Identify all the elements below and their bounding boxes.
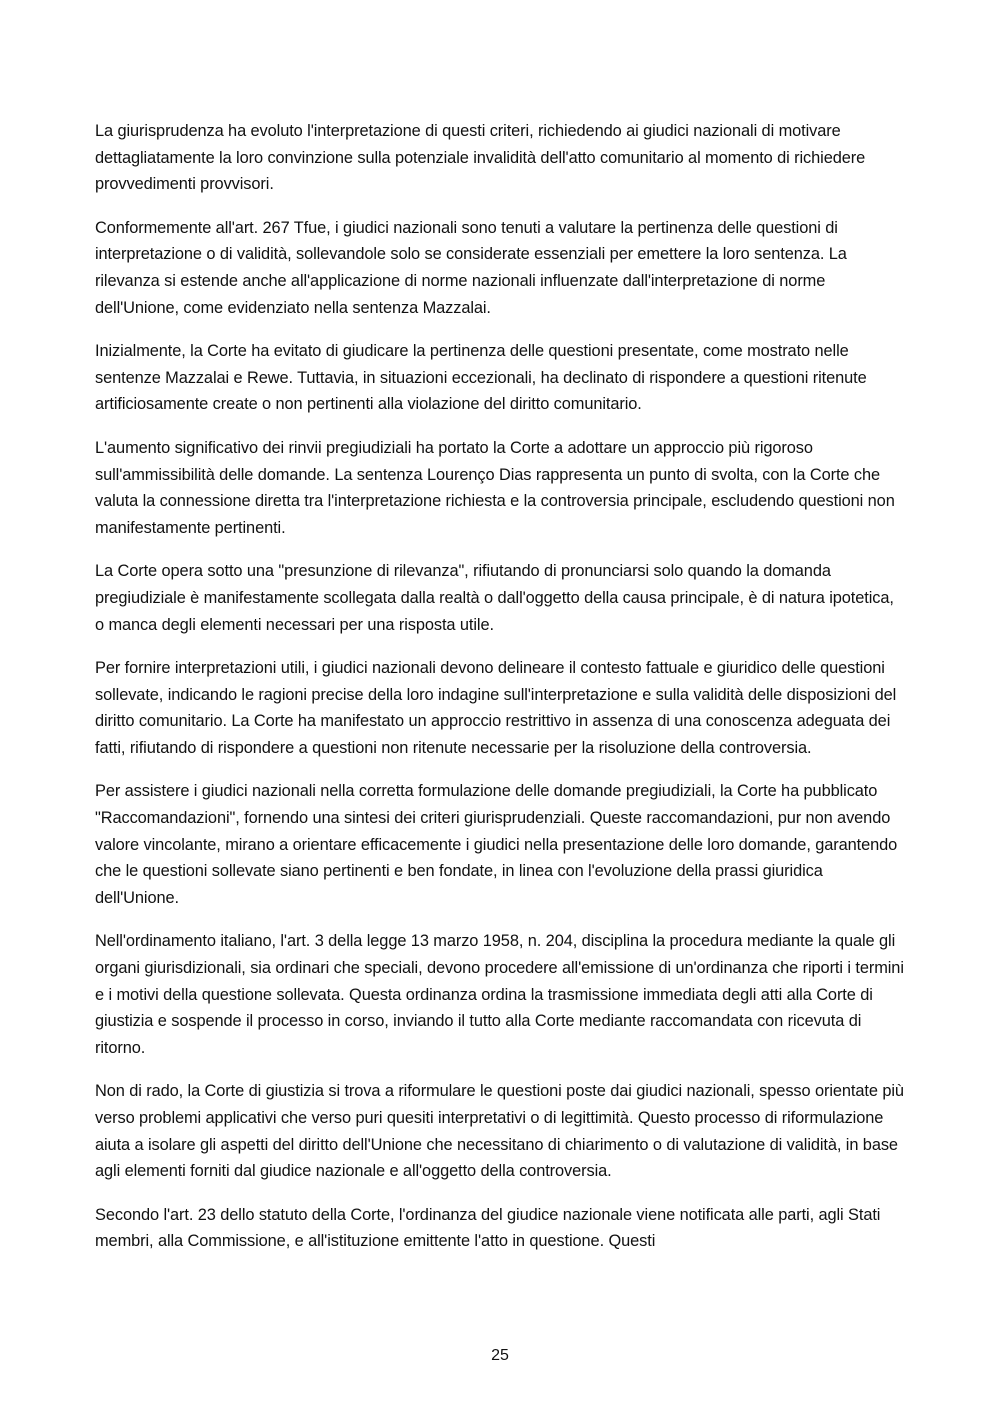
paragraph: Inizialmente, la Corte ha evitato di giudicare la pertinenza delle questioni presentate, come mostrato nelle sentenze Mazzalai e Rewe. Tuttavia, in situazioni eccezionali, ha declinato di rispondere a questioni ritenute artificiosamente create o non pertinenti alla violazione del diritto comunitario.	[95, 342, 867, 414]
page-body	[95, 118, 907, 1272]
paragraph: Per fornire interpretazioni utili, i giudici nazionali devono delineare il contesto fattuale e giuridico delle questioni sollevate, indicando le ragioni precise della loro indagine sull'interpretazione e sulla validità delle disposizioni del diritto comunitario. La Corte ha manifestato un approccio restrittivo in assenza di una conoscenza adeguata dei fatti, rifiutando di rispondere a questioni non ritenute necessarie per la risoluzione della controversia.	[95, 659, 897, 757]
paragraph: Non di rado, la Corte di giustizia si trova a riformulare le questioni poste dai giudici nazionali, spesso orientate più verso problemi applicativi che verso puri quesiti interpretativi o di legittimità. Questo processo di riformulazione aiuta a isolare gli aspetti del diritto dell'Unione che necessitano di chiarimento o di valutazione di validità, in base agli elementi forniti dal giudice nazionale e all'oggetto della controversia.	[95, 1082, 904, 1181]
paragraph: Nell'ordinamento italiano, l'art. 3 della legge 13 marzo 1958, n. 204, disciplina la procedura mediante la quale gli organi giurisdizionali, sia ordinari che speciali, devono procedere all'emissione di un'ordinanza che riporti i termini e i motivi della questione sollevata. Questa ordinanza ordina la trasmissione immediata degli atti alla Corte di giustizia e sospende il processo in corso, inviando il tutto alla Corte mediante raccomandata con ricevuta di ritorno.	[95, 932, 904, 1057]
page-number: 25	[491, 1347, 509, 1364]
paragraph: La giurisprudenza ha evoluto l'interpretazione di questi criteri, richiedendo ai giudici nazionali di motivare dettagliatamente la loro convinzione sulla potenziale invalidità dell'atto comunitario al momento di richiedere provvedimenti provvisori.	[95, 122, 866, 194]
paragraph: Secondo l'art. 23 dello statuto della Corte, l'ordinanza del giudice nazionale viene notificata alle parti, agli Stati membri, alla Commissione, e all'istituzione emittente l'atto in questione. Questi	[95, 1205, 881, 1251]
paragraph: La Corte opera sotto una "presunzione di rilevanza", rifiutando di pronunciarsi solo quando la domanda pregiudiziale è manifestamente scollegata dalla realtà o dall'oggetto della causa principale, è di natura ipotetica, o manca degli elementi necessari per una risposta utile.	[95, 562, 894, 634]
paragraph: Per assistere i giudici nazionali nella corretta formulazione delle domande pregiudiziali, la Corte ha pubblicato "Raccomandazioni", fornendo una sintesi dei criteri giurisprudenziali. Queste raccomandazioni, pur non avendo valore vincolante, mirano a orientare efficacemente i giudici nella presentazione delle loro domande, garantendo che le questioni sollevate siano pertinenti e ben fondate, in linea con l'evoluzione della prassi giuridica dell'Unione.	[95, 782, 898, 907]
paragraph: L'aumento significativo dei rinvii pregiudiziali ha portato la Corte a adottare un approccio più rigoroso sull'ammissibilità delle domande. La sentenza Lourenço Dias rappresenta un punto di svolta, con la Corte che valuta la connessione diretta tra l'interpretazione richiesta e la controversia principale, escludendo questioni non manifestamente pertinenti.	[95, 438, 895, 537]
paragraph: Conformemente all'art. 267 Tfue, i giudici nazionali sono tenuti a valutare la pertinenza delle questioni di interpretazione o di validità, sollevandole solo se considerate essenziali per emettere la loro sentenza. La rilevanza si estende anche all'applicazione di norme nazionali influenzate dall'interpretazione di norme dell'Unione, come evidenziato nella sentenza Mazzalai.	[95, 218, 847, 317]
